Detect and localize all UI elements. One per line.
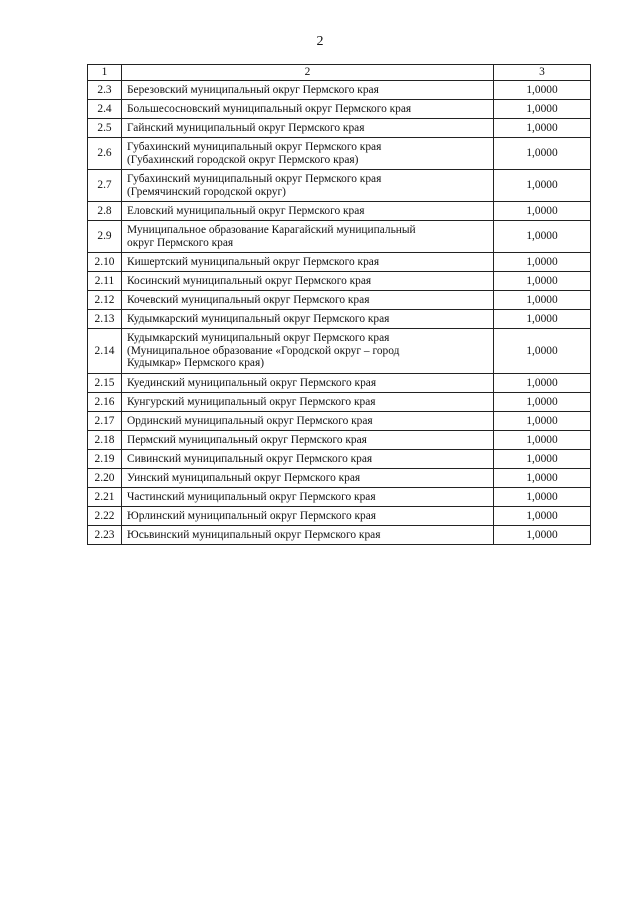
municipality-name: Пермский муниципальный округ Пермского края bbox=[122, 431, 494, 450]
table-row bbox=[88, 431, 591, 450]
table-row bbox=[88, 310, 591, 329]
coefficient-value: 1,0000 bbox=[494, 412, 591, 431]
table-row bbox=[88, 100, 591, 119]
municipality-name: Губахинский муниципальный округ Пермского края (Губахинский городской округ Пермского края) bbox=[122, 138, 494, 170]
table-row bbox=[88, 329, 591, 374]
row-number: 2.20 bbox=[88, 469, 122, 488]
row-number: 2.23 bbox=[88, 526, 122, 545]
municipality-name: Частинский муниципальный округ Пермского края bbox=[122, 488, 494, 507]
table-row bbox=[88, 81, 591, 100]
table-row bbox=[88, 253, 591, 272]
municipality-name: Гайнский муниципальный округ Пермского края bbox=[122, 119, 494, 138]
coefficient-value: 1,0000 bbox=[494, 469, 591, 488]
municipality-name: Еловский муниципальный округ Пермского края bbox=[122, 202, 494, 221]
table-row bbox=[88, 374, 591, 393]
row-number: 2.11 bbox=[88, 272, 122, 291]
table-row bbox=[88, 393, 591, 412]
coefficient-value: 1,0000 bbox=[494, 450, 591, 469]
row-number: 2.8 bbox=[88, 202, 122, 221]
row-number: 2.19 bbox=[88, 450, 122, 469]
table-header-row bbox=[88, 65, 591, 81]
row-number: 2.4 bbox=[88, 100, 122, 119]
municipality-name: Кудымкарский муниципальный округ Пермского края bbox=[122, 310, 494, 329]
municipality-name: Уинский муниципальный округ Пермского края bbox=[122, 469, 494, 488]
municipality-name: Кудымкарский муниципальный округ Пермского края (Муниципальное образование «Городской округ – город Кудымкар» Пермского края) bbox=[122, 329, 494, 374]
table-row bbox=[88, 138, 591, 170]
table-row bbox=[88, 221, 591, 253]
coefficient-value: 1,0000 bbox=[494, 138, 591, 170]
row-number: 2.15 bbox=[88, 374, 122, 393]
table-row bbox=[88, 202, 591, 221]
row-number: 2.18 bbox=[88, 431, 122, 450]
column-header-name: 2 bbox=[122, 65, 494, 81]
row-number: 2.7 bbox=[88, 170, 122, 202]
row-number: 2.9 bbox=[88, 221, 122, 253]
table-row bbox=[88, 450, 591, 469]
table-row bbox=[88, 412, 591, 431]
allocation-table bbox=[87, 64, 591, 545]
municipality-name: Юрлинский муниципальный округ Пермского края bbox=[122, 507, 494, 526]
coefficient-value: 1,0000 bbox=[494, 526, 591, 545]
municipality-name: Сивинский муниципальный округ Пермского края bbox=[122, 450, 494, 469]
page-number: 2 bbox=[316, 34, 324, 49]
column-header-value: 3 bbox=[494, 65, 591, 81]
coefficient-value: 1,0000 bbox=[494, 202, 591, 221]
coefficient-value: 1,0000 bbox=[494, 310, 591, 329]
table-row bbox=[88, 469, 591, 488]
municipality-name: Куединский муниципальный округ Пермского края bbox=[122, 374, 494, 393]
coefficient-value: 1,0000 bbox=[494, 272, 591, 291]
municipality-name: Кочевский муниципальный округ Пермского края bbox=[122, 291, 494, 310]
row-number: 2.17 bbox=[88, 412, 122, 431]
row-number: 2.10 bbox=[88, 253, 122, 272]
municipality-name: Юсьвинский муниципальный округ Пермского края bbox=[122, 526, 494, 545]
row-number: 2.13 bbox=[88, 310, 122, 329]
table-row bbox=[88, 170, 591, 202]
row-number: 2.14 bbox=[88, 329, 122, 374]
row-number: 2.3 bbox=[88, 81, 122, 100]
column-header-number: 1 bbox=[88, 65, 122, 81]
coefficient-value: 1,0000 bbox=[494, 431, 591, 450]
municipality-name: Губахинский муниципальный округ Пермского края (Гремячинский городской округ) bbox=[122, 170, 494, 202]
coefficient-value: 1,0000 bbox=[494, 221, 591, 253]
municipality-name: Березовский муниципальный округ Пермского края bbox=[122, 81, 494, 100]
municipality-name: Кишертский муниципальный округ Пермского края bbox=[122, 253, 494, 272]
municipality-name: Большесосновский муниципальный округ Пермского края bbox=[122, 100, 494, 119]
coefficient-value: 1,0000 bbox=[494, 374, 591, 393]
table-row bbox=[88, 488, 591, 507]
coefficient-value: 1,0000 bbox=[494, 507, 591, 526]
coefficient-value: 1,0000 bbox=[494, 119, 591, 138]
table-body bbox=[88, 81, 591, 545]
municipality-name: Ординский муниципальный округ Пермского края bbox=[122, 412, 494, 431]
row-number: 2.21 bbox=[88, 488, 122, 507]
row-number: 2.16 bbox=[88, 393, 122, 412]
table-row bbox=[88, 507, 591, 526]
coefficient-value: 1,0000 bbox=[494, 170, 591, 202]
coefficient-value: 1,0000 bbox=[494, 488, 591, 507]
municipality-name: Муниципальное образование Карагайский муниципальный округ Пермского края bbox=[122, 221, 494, 253]
coefficient-value: 1,0000 bbox=[494, 393, 591, 412]
municipality-name: Косинский муниципальный округ Пермского края bbox=[122, 272, 494, 291]
row-number: 2.5 bbox=[88, 119, 122, 138]
coefficient-value: 1,0000 bbox=[494, 291, 591, 310]
coefficient-value: 1,0000 bbox=[494, 81, 591, 100]
coefficient-value: 1,0000 bbox=[494, 253, 591, 272]
row-number: 2.22 bbox=[88, 507, 122, 526]
table-row bbox=[88, 119, 591, 138]
coefficient-value: 1,0000 bbox=[494, 100, 591, 119]
row-number: 2.12 bbox=[88, 291, 122, 310]
table-row bbox=[88, 272, 591, 291]
row-number: 2.6 bbox=[88, 138, 122, 170]
table-row bbox=[88, 291, 591, 310]
table-row bbox=[88, 526, 591, 545]
coefficient-value: 1,0000 bbox=[494, 329, 591, 374]
municipality-name: Кунгурский муниципальный округ Пермского края bbox=[122, 393, 494, 412]
